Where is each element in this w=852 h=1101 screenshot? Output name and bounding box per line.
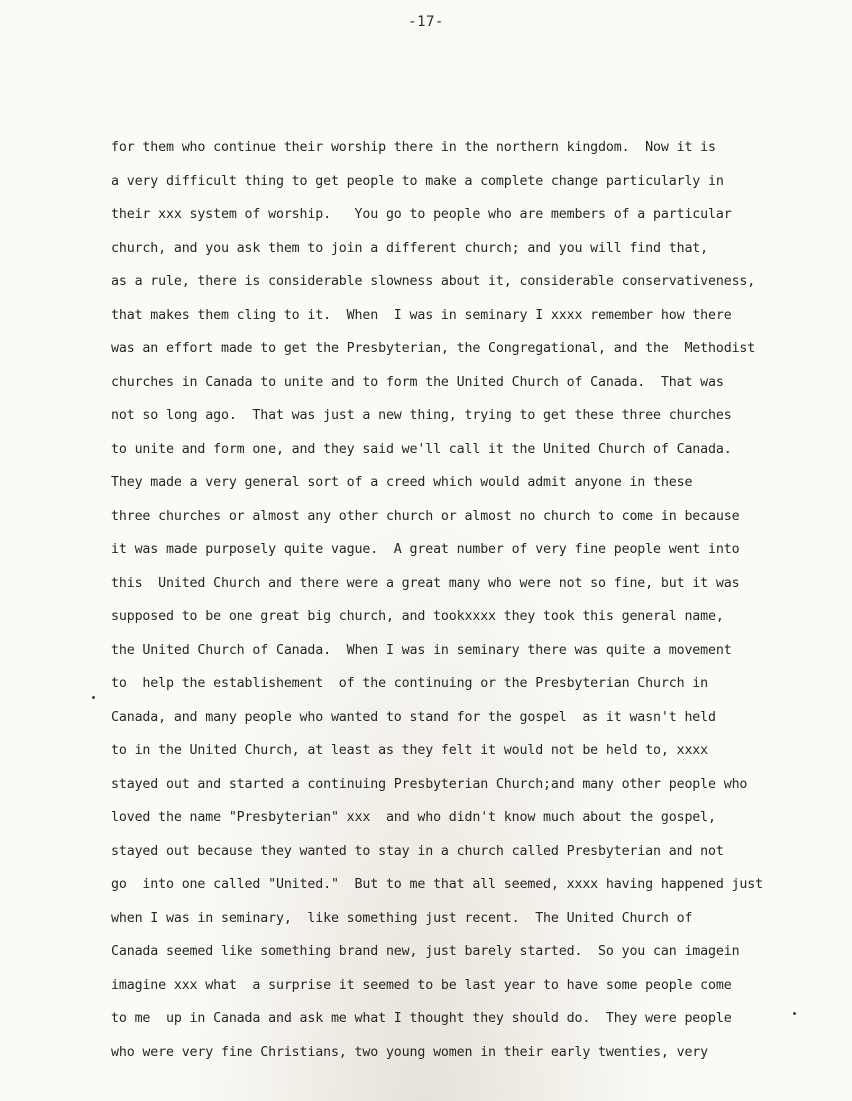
- text-line: to me up in Canada and ask me what I thought they should do. They were people: [111, 1011, 732, 1026]
- text-line: it was made purposely quite vague. A great number of very fine people went into: [111, 542, 740, 557]
- text-line: who were very fine Christians, two young women in their early twenties, very: [111, 1044, 709, 1060]
- text-line: for them who continue their worship there in the northern kingdom. Now it is: [111, 140, 716, 155]
- text-line: Canada, and many people who wanted to stand for the gospel as it wasn't held: [111, 709, 716, 725]
- text-line: go into one called "United." But to me that all seemed, xxxx having happened just: [111, 877, 763, 892]
- body-text: [111, 131, 811, 1069]
- text-line: as a rule, there is considerable slowness about it, considerable conservativeness,: [111, 274, 756, 289]
- page-number: -17-: [408, 14, 444, 30]
- text-line: stayed out because they wanted to stay in a church called Presbyterian and not: [111, 843, 724, 859]
- text-line: church, and you ask them to join a different church; and you will find that,: [111, 240, 709, 256]
- text-line: They made a very general sort of a creed which would admit anyone in these: [111, 475, 693, 490]
- text-line: a very difficult thing to get people to make a complete change particularly in: [111, 173, 724, 189]
- text-line: Canada seemed like something brand new, just barely started. So you can imagein: [111, 944, 740, 959]
- text-line: to help the establishement of the continuing or the Presbyterian Church in: [111, 676, 709, 691]
- text-line: this United Church and there were a great many who were not so fine, but it was: [111, 575, 740, 591]
- text-line: imagine xxx what a surprise it seemed to be last year to have some people come: [111, 977, 732, 993]
- text-line: not so long ago. That was just a new thing, trying to get these three churches: [111, 408, 732, 423]
- text-line: was an effort made to get the Presbyterian, the Congregational, and the Methodist: [111, 341, 756, 356]
- text-line: stayed out and started a continuing Presbyterian Church;and many other people who: [111, 776, 748, 792]
- text-line: supposed to be one great big church, and tookxxxx they took this general name,: [111, 609, 724, 624]
- ink-speck: [793, 1012, 796, 1015]
- ink-speck: [92, 696, 95, 699]
- text-line: churches in Canada to unite and to form the United Church of Canada. That was: [111, 374, 724, 390]
- text-line: the United Church of Canada. When I was in seminary there was quite a movement: [111, 642, 732, 658]
- text-line: to unite and form one, and they said we'll call it the United Church of Canada.: [111, 441, 732, 457]
- text-line: that makes them cling to it. When I was in seminary I xxxx remember how there: [111, 307, 732, 323]
- text-line: three churches or almost any other church or almost no church to come in because: [111, 508, 740, 524]
- text-line: loved the name "Presbyterian" xxx and who didn't know much about the gospel,: [111, 810, 716, 825]
- text-line: when I was in seminary, like something just recent. The United Church of: [111, 910, 693, 926]
- text-line: their xxx system of worship. You go to people who are members of a particular: [111, 207, 732, 222]
- text-line: to in the United Church, at least as they felt it would not be held to, xxxx: [111, 743, 709, 758]
